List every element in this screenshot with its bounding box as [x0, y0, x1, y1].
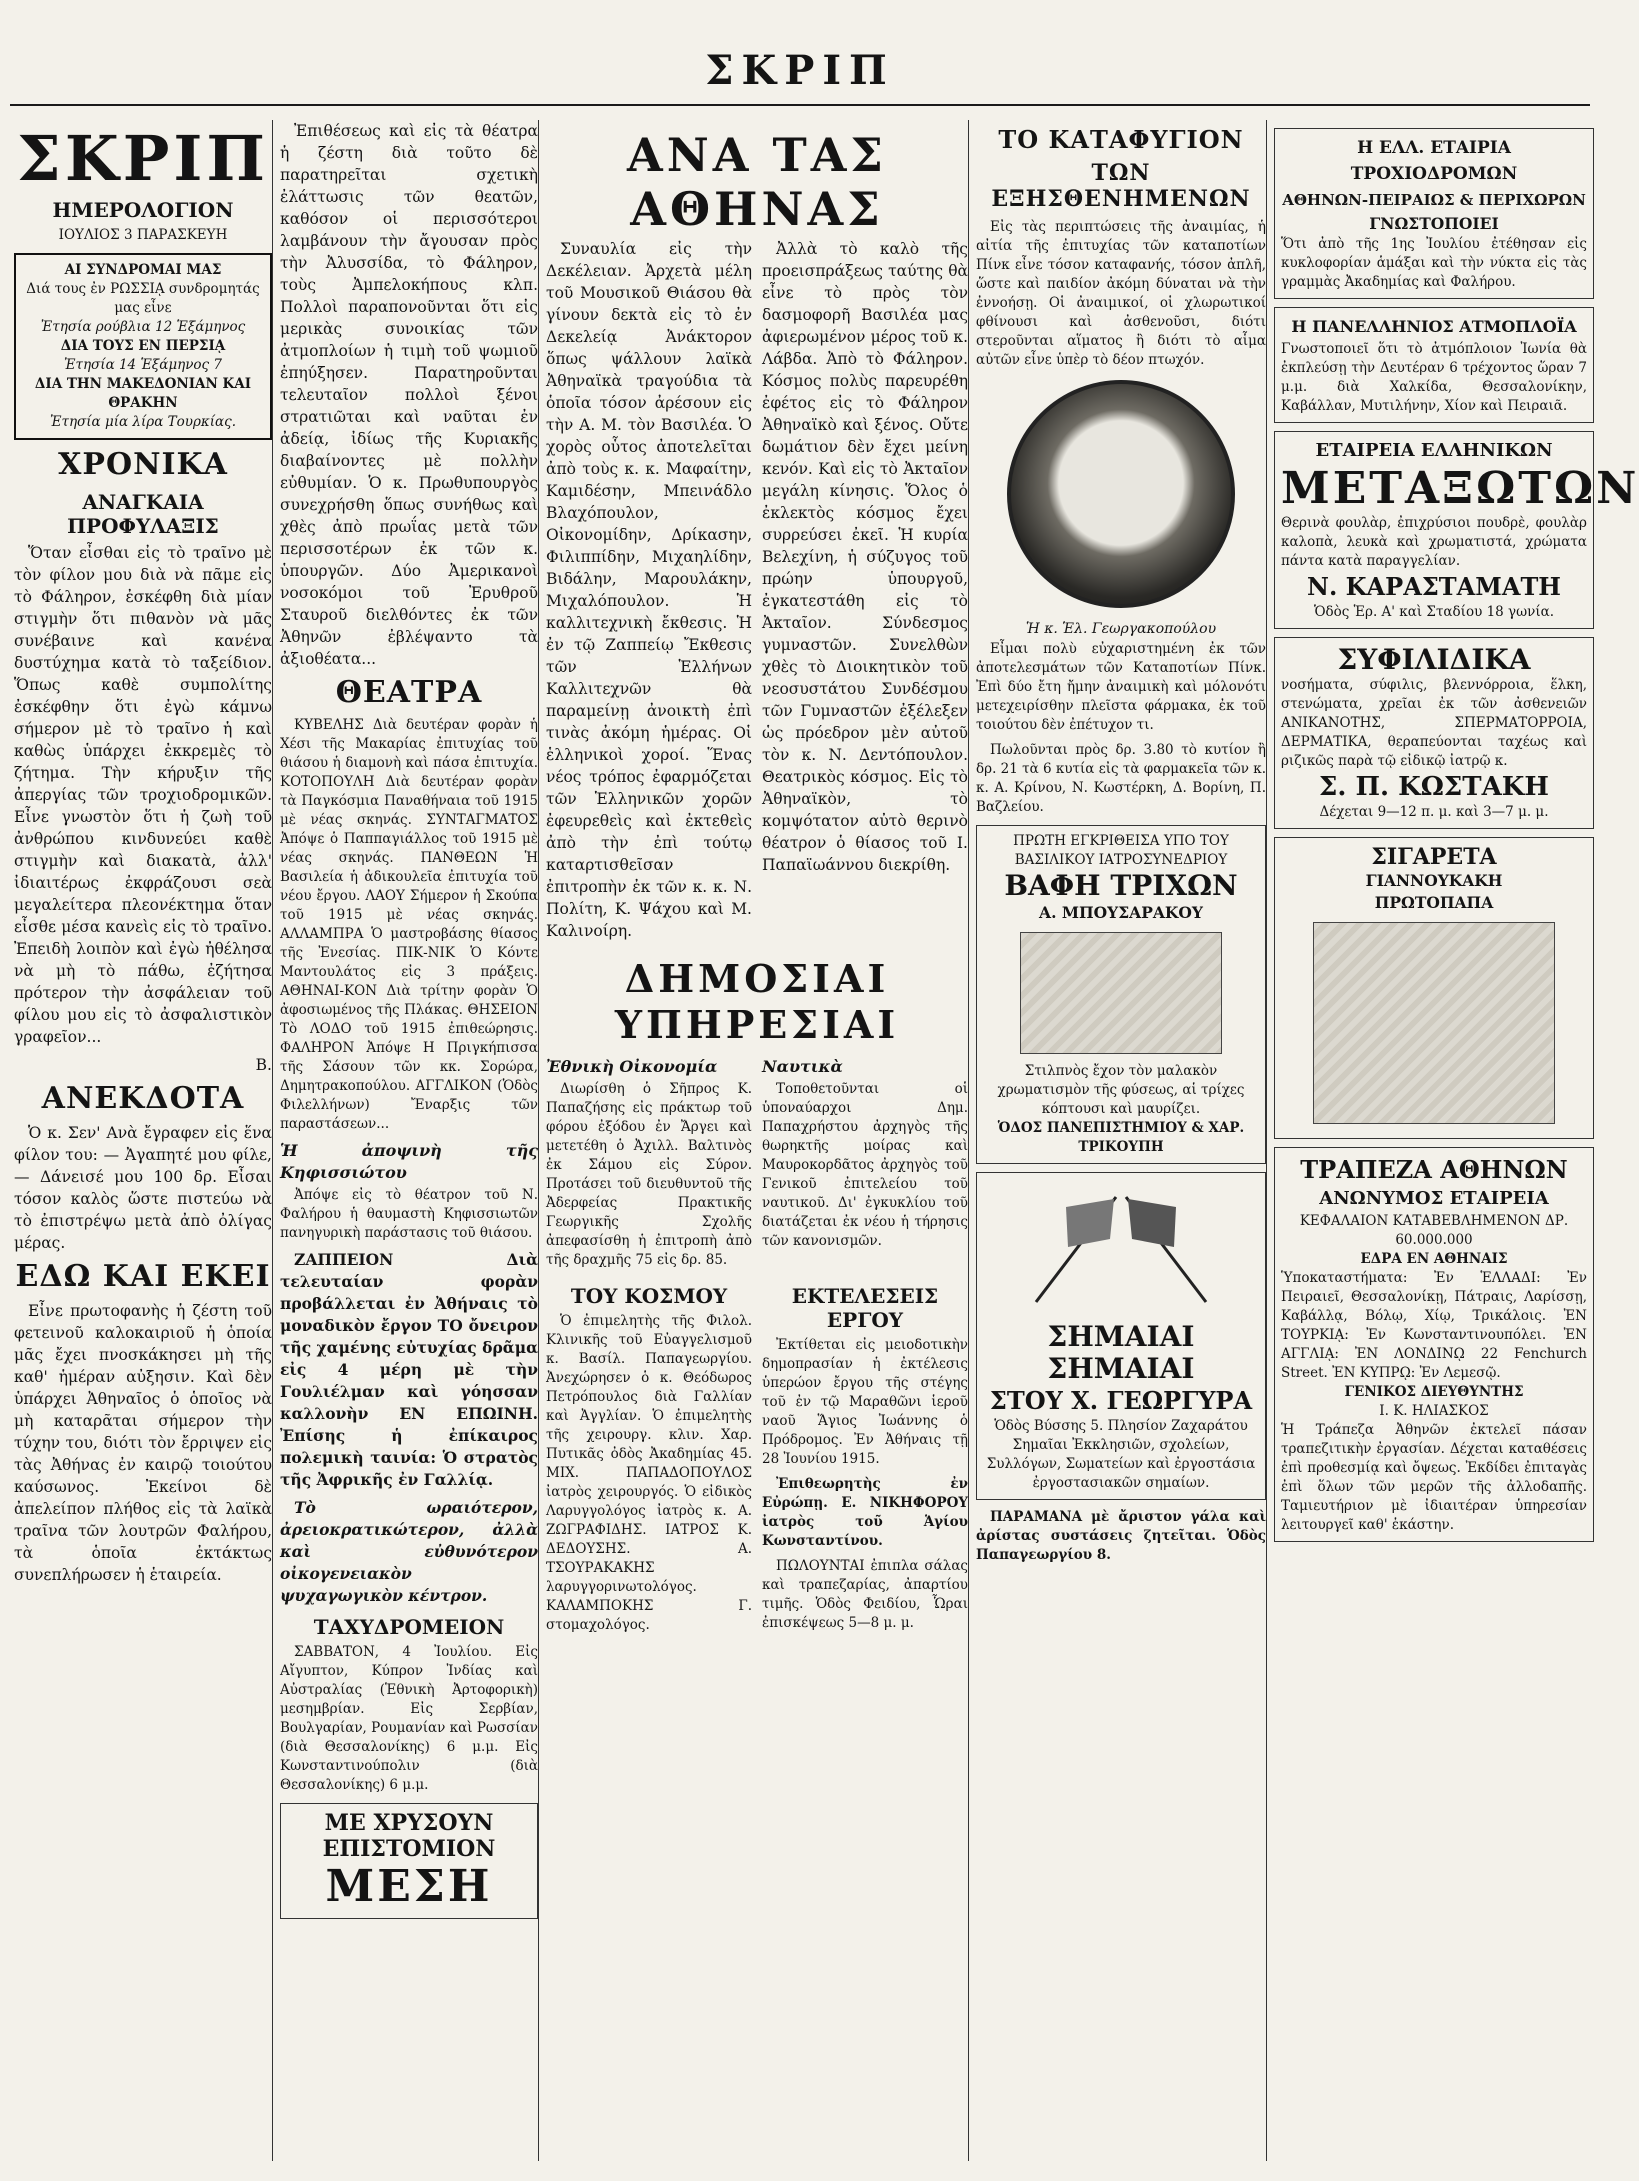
bottom-ad	[280, 1803, 538, 1919]
bank-branches: Ὑποκαταστήματα: Ἐν ἙΛΛΑΔΙ: Ἐν Πειραιεῖ, Θεσσαλονίκῃ, Πάτραις, Λαρίσσῃ, Καβάλλᾳ, Βόλῳ, Χίῳ, Τρικάλοις. ἘΝ ΤΟΥΡΚΙᾼ: Ἐν Κωνσταντινουπόλει. ἘΝ ΑΓΓΛΙᾼ: ἘΝ ΛΟΝΔΙΝῼ 22 Fenchurch Street. ἘΝ ΚΥΠΡῼ: Ἐν Λεμεσῷ.	[1281, 1270, 1587, 1381]
cigarette-ad	[1274, 837, 1594, 1139]
bank-director-label: ΓΕΝΙΚΟΣ ΔΙΕΥΘΥΝΤΗΣ	[1344, 1384, 1524, 1400]
testimony-text: Εἶμαι πολὺ εὐχαριστημένη ἐκ τῶν ἀποτελεσμάτων τῶν Καταποτίων Πίνκ. Ἐπὶ δύο ἔτη ἤμην ἀναιμικὴ καὶ μόλονότι μετεχειρίσθην πλεῖστα φάρμακα, ἐκ τοῦ τοιούτου δὲν ἐπέτυχον τι.	[976, 641, 1266, 733]
subs-macedonia-price: Ἐτησία μία λίρα Τουρκίας.	[49, 414, 237, 430]
cigarette-brand: ΓΙΑΝΝΟΥΚΑΚΗ	[1365, 871, 1503, 890]
subs-persia-price: Ἐτησία 14 Ἑξάμηνος 7	[63, 357, 222, 373]
column-3	[542, 120, 972, 2161]
flags-illustration	[1006, 1187, 1236, 1307]
subs-russia-price: Ἐτησία ρούβλια 12 Ἑξάμηνος	[40, 319, 246, 335]
hair-dye-illustration	[1020, 932, 1222, 1054]
silk-preface: ΕΤΑΙΡΕΙΑ ΕΛΛΗΝΙΚΩΝ	[1315, 440, 1553, 461]
tachydromeion-heading: ΤΑΧΥΔΡΟΜΕΙΟΝ	[313, 1615, 505, 1639]
bank-capital: ΚΕΦΑΛΑΙΟΝ ΚΑΤΑΒΕΒΛΗΜΕΝΟΝ ΔΡ. 60.000.000	[1299, 1213, 1569, 1248]
column-2	[276, 120, 542, 2161]
zappeion-ad: ΖΑΠΠΕΙΟΝ Διὰ τελευταίαν φορὰν προβάλλεται ἐν Ἀθήναις τὸ μοναδικὸν ἔργον ΤΟ ὄνειρον τῆς χαμένης εὐτυχίας δρᾶμα εἰς 4 μέρη μὲ τὴν Γουλιέλμαν καὶ γόησσαν καλλονὴν ΕΝ ΕΠΩΙΝΗ. Ἐπίσης ἡ ἐπίκαιρος πολεμικὴ ταινία: Ὁ στρατὸς τῆς Ἀφρικῆς ἐν Γαλλίᾳ.	[280, 1250, 538, 1489]
chronika-subheading: ΑΝΑΓΚΑΙΑ ΠΡΟΦΥΛΑΞΙΣ	[67, 490, 219, 538]
shipping-text: Γνωστοποιεῖ ὅτι τὸ ἀτμόπλοιον Ἰωνία θὰ ἐκπλεύσῃ τὴν Δευτέραν 6 τρέχοντος ὥραν 7 μ.μ. διὰ Χαλκίδα, Θεσσαλονίκην, Καβάλλαν, Μυτιλήνην, Χίον καὶ Πειραιᾶ.	[1281, 341, 1587, 414]
works-section	[762, 1276, 968, 1641]
khrysos-heading: Ἡ ἀποψινὴ τῆς Κηφισσιώτου	[280, 1141, 538, 1182]
flags-title: ΣΗΜΑΙΑΙ ΣΗΜΑΙΑΙ	[1047, 1320, 1195, 1385]
theatra-text: ΚΥΒΕΛΗΣ Διὰ δευτέραν φορὰν ἡ Χέσι τῆς Μακαρίας ἐπιτυχίας τοῦ θιάσου ἡ διαμονὴ καὶ πάσα ἐπιτυχία. ΚΟΤΟΠΟΥΛΗ Διὰ δευτέραν φορὰν τὰ Παγκόσμια Παναθήναια τοῦ 1915 μὲ νέας σκηνάς. ΣΥΝΤΑΓΜΑΤΟΣ Ἀπόψε ὁ Παππαγιάλλος τοῦ 1915 μὲ νέας σκηνάς. ΠΑΝΘΕΩΝ Ἡ Βασιλεία ἡ ἀδικουλεῖα ἐπιτυχία τοῦ νέου ἔργου. ΛΑΟΥ Σήμερον ἡ Σκούπα τοῦ 1915 μὲ νέας σκηνάς. ΑΛΛΑΜΠΡΑ Ὁ μαστροβάσης θίασος τῆς Ἐνεσίας. ΠΙΚ-ΝΙΚ Ὁ Κόντε Μαντουλάτος εἰς 3 πράξεις. ΑΘΗΝΑΙ-ΚΟΝ Διὰ τρίτην φορὰν Ὁ ἀφοσιωμένος τῆς Πλάκας. ΘΗΣΕΙΟΝ Τὸ ΛΟΔΟ τοῦ 1915 ἐπιθεώρησις. ΦΑΛΗΡΟΝ Ἀπόψε Η Πριγκήπισσα τῆς Σάσουν τῶν κκ. Σορώρα, Δημητρακοπούλου. ΑΓΓΛΙΚΟΝ (Ὁδὸς Φιλελλήνων) Ἔναρξις τῶν παραστάσεων...	[280, 717, 538, 1132]
doctor-ad: Ἐπιθεωρητὴς ἐν Εὐρώπῃ. Ε. ΝΙΚΗΦΟΡΟΥ ἰατρὸς τοῦ Ἁγίου Κωνσταντίνου.	[762, 1476, 968, 1549]
chronika-heading: ΧΡΟΝΙΚΑ	[58, 447, 228, 482]
bank-director-name: Ι. Κ. ΗΛΙΑΣΚΟΣ	[1379, 1403, 1489, 1419]
subs-russia: Διά τους ἐν ΡΩΣΣΙᾼ συνδρομητάς μας εἶνε	[26, 281, 260, 316]
society-heading: ΤΟΥ ΚΟΣΜΟΥ	[570, 1284, 728, 1308]
price-text: Πωλοῦνται πρὸς δρ. 3.80 τὸ κυτίον ἢ δρ. 21 τὰ 6 κυτία εἰς τὰ φαρμακεῖα τῶν κ. κ. Α. Κρίνου, Ν. Κωστέρκη, Δ. Βορίνη, Π. Βαζλείου.	[976, 742, 1266, 815]
society-section	[546, 1276, 752, 1641]
hair-dye-preface: ΠΡΩΤΗ ΕΓΚΡΙΘΕΙΣΑ ΥΠΟ ΤΟΥ ΒΑΣΙΛΙΚΟΥ ΙΑΤΡΟΣΥΝΕΔΡΙΟΥ	[1013, 833, 1229, 868]
silk-name: Ν. ΚΑΡΑΣΤΑΜΑΤΗ	[1307, 572, 1561, 601]
paper-name: ΣΚΡΙΠ	[17, 122, 269, 195]
subscriptions-box	[14, 253, 272, 440]
portrait-caption: Ἡ κ. Ἑλ. Γεωργακοπούλου	[1025, 621, 1217, 637]
khrysos-text: Ἀπόψε εἰς τὸ θέατρον τοῦ Ν. Φαλήρου ἡ θαυμαστὴ Κηφισσιωτῶν πανηγυρικὴ παράστασις τοῦ θιάσου.	[280, 1187, 538, 1241]
navy-text: Τοποθετοῦνται οἱ ὑποναύαρχοι Δημ. Παπαχρήστου ἀρχηγὸς τῆς θωρηκτῆς μοίρας καὶ Μαυροκορδᾶτος ἀρχηγὸς τοῦ Γενικοῦ ἐπιτελείου τοῦ ναυτικοῦ. Δι' ἐγκυκλίου τοῦ διατάζεται ἐκ νέου ἡ τήρησις τῶν κανονισμῶν.	[762, 1081, 968, 1249]
chronika-signature: Β.	[255, 1056, 272, 1074]
bank-notes: Ἡ Τράπεζα Ἀθηνῶν ἐκτελεῖ πάσαν τραπεζιτικὴν ἐργασίαν. Δέχεται καταθέσεις ἐπὶ προθεσμίᾳ καὶ ὄψεως. Ἐκδίδει ἐπιταγὰς ἐπὶ ὅλων τῶν μερῶν τῆς ἀλλοδαπῆς. Ταμιευτήριον μὲ ἰδιαιτέραν ὑπηρεσίαν λειτουργεῖ καθ' ἑκάστην.	[1281, 1422, 1587, 1533]
tram-notice: ΓΝΩΣΤΟΠΟΙΕΙ	[1369, 214, 1499, 233]
works-heading: ΕΚΤΕΛΕΣΕΙΣ ΕΡΓΟΥ	[791, 1284, 939, 1332]
news-text: Ἐπιθέσεως καὶ εἰς τὰ θέατρα ἡ ζέστη διὰ τοῦτο δὲ παρατηρεῖται σχετικὴ ἐλάττωσις τῶν θεατῶν, καθόσον οἱ περισσότεροι λαμβάνουν τὴν ἄγουσαν πρὸς τὴν Ἀλυσσίδα, τὸ Φάληρον, τοὺς Ἀμπελοκήπους κλπ. Πολλοὶ παραπονοῦνται ὅτι εἰς μερικὰς συνοικίας τῶν ἀτμοπλοίων ἡ τιμὴ τοῦ ψωμιοῦ ἐπηύξησεν. Παρατηροῦνται τελευταῖον πολλοὶ ξένοι στρατιῶται καὶ ναῦται ἐν ἀδείᾳ, ἰδίως τῆς Κυριακῆς διαβαίνοντες μὲ πολλὴν εὐθυμίαν. Ὁ κ. Πρωθυπουργὸς συνεχρήσθη ὅπως συνήθως καὶ χθὲς ἀπὸ πρωΐας μετὰ τῶν περισσοτέρων ἐκ τῶν κ. ὑπουργῶν. Δύο Ἀμερικανοὶ νοσοκόμοι τοῦ Ἐρυθροῦ Σταυροῦ διελθόντες ἐκ τῶν Ἀθηνῶν ἐβλέψαντο τὰ ἀξιοθέατα...	[280, 122, 538, 668]
public-services	[546, 1050, 968, 1276]
tachydromeion-text: ΣΑΒΒΑΤΟΝ, 4 Ἰουλίου. Εἰς Αἴγυπτον, Κύπρον Ἰνδίας καὶ Αὐστραλίας (Ἑθνικὴ Ἀρτοφορικὴ) μεσημβρίαν. Εἰς Σερβίαν, Βουλγαρίαν, Ρουμανίαν καὶ Ρωσσίαν (διὰ Θεσσαλονίκης) 6 μ.μ. Εἰς Κωνσταντινούπολιν (διὰ Θεσσαλονίκης) 6 μ.μ.	[280, 1644, 538, 1793]
subscriptions-title: ΑΙ ΣΥΝΔΡΟΜΑΙ ΜΑΣ	[64, 262, 222, 278]
edo-ekei-text: Εἶνε πρωτοφανὴς ἡ ζέστη τοῦ φετεινοῦ καλοκαιριοῦ ἡ ὁποία μᾶς ἔχει πνοσκάκησει μὴ τῆς καθ' ἡμέραν αὐξησιν. Καὶ δὲν ὑπάρχει Ἀθηναῖος ὁ ὁποῖος νὰ μὴ καταρᾶται σήμερον τὴν τύχην του, διότι τὸν ἔρριψεν εἰς τὰς Ἀθήνας ἐν καιρῷ τοιούτου καύσωνος. Ἐκείνοι δὲ ἀπελείπον πλήθος εἰς τὰ λαϊκὰ τραῖνα τῶν λουτρῶν Φαλήρου, τὰ ὁποῖα ἐκτάκτως συνεπλήρωσεν ἡ ἑταιρεία.	[14, 1302, 272, 1584]
silk-address: Ὁδὸς Ἑρ. Α' καὶ Σταδίου 18 γωνία.	[1313, 604, 1555, 620]
column-4	[972, 120, 1270, 2161]
refuge-intro: Εἰς τὰς περιπτώσεις τῆς ἀναιμίας, ἡ αἰτία τῆς ἐπιτυχίας τῶν καταποτίων Πίνκ εἶνε τόσον καταφανής, τόσον ἀπλῆ, ὥστε καὶ παιδίον ἀκόμη δύναται νὰ τὴν ἐννοήσῃ. Οἱ ἀναιμικοί, οἱ χλωρωτικοί φθίνουσι καὶ ἀσθενοῦσι, διότι στεροῦνται αἵματος ἢ διότι τὸ αἷμα αὐτῶν εἶνε ὑπὲρ τὸ δέον πτωχόν.	[976, 219, 1266, 368]
tram-title: Η ΕΛΛ. ΕΤΑΙΡΙΑ ΤΡΟΧΙΟΔΡΟΜΩΝ	[1350, 138, 1518, 184]
hair-dye-ad	[976, 825, 1266, 1164]
edo-ekei-heading: ΕΔΩ ΚΑΙ ΕΚΕΙ	[15, 1259, 271, 1294]
flags-text: Ὁδὸς Βύσσης 5. Πλησίον Ζαχαράτου Σημαῖαι Ἐκκλησιῶν, σχολείων, Συλλόγων, Σωματείων καὶ ἐργοστάσια ἐργοστασιακῶν σημαίων.	[986, 1418, 1256, 1491]
medical-text: νοσήματα, σύφιλις, βλεννόρροια, ἕλκη, στενώματα, χρεῖαι ἐκ τῶν ἀσθενειῶν ΑΝΙΚΑΝΟΤΗΣ, ΣΠΕΡΜΑΤΟΡΡΟΙΑ, ΔΕΡΜΑΤΙΚΑ, θεραπεύονται ταχέως καὶ ριζικῶς παρὰ τῷ εἰδικῷ ἰατρῷ κ.	[1281, 677, 1587, 769]
refuge-title: ΤΟ ΚΑΤΑΦΥΓΙΟΝ	[998, 125, 1244, 154]
athens-right-text: Ἀλλὰ τὸ καλὸ τῆς προεισπράξεως ταύτης θὰ εἶνε τὸ πρὸς τὸν δασμοφορῆ Βασιλέα μας ἀφιερωμένον μέρος τοῦ κ. Λάβδα. Ἀπὸ τὸ Φάληρον. Κόσμος πολὺς παρευρέθη ἐφέτος εἰς τὸ Φάληρον Ἀθηναϊκὸ καὶ ξένος. Οὔτε δωμάτιον δὲν ἔχει μείνη κενόν. Καὶ εἰς τὸ Ἀκταῖον μεγάλη κίνησις. Ὅλος ὁ ἐκλεκτὸς κόσμος ἔχει συρρεύσει ἐκεῖ. Ἡ κυρία Βελεχίνη, ἡ σύζυγος τοῦ πρώην ὑπουργοῦ, ἐγκατεστάθη εἰς τὸ Ἀκταῖον. Σύνδεσμος γυμναστῶν. Συνελθὼν χθὲς τὸ Διοικητικὸν τοῦ νεοσυστάτου Συνδέσμου τῶν Γυμναστῶν ἐξέλεξεν ὡς πρόεδρον μὲν αὐτοῦ τὸν κ. Ν. Δεντόπουλον. Θεατρικὸς κόσμος. Εἰς τὸ Ἀθηναϊκὸν, τὸ κομψότατον αὐτὸ θερινὸ θέατρον ὁ θίασος τοῦ Ι. Παπαϊωάννου διεκρίθη.	[762, 240, 968, 874]
cigarette-title: ΣΙΓΑΡΕΤΑ	[1371, 844, 1497, 870]
hair-dye-text: Στιλπνὸς ἔχον τὸν μαλακὸν χρωματισμὸν τῆς φύσεως, αἱ τρίχες κόπτουσι καὶ μαυρίζει.	[997, 1063, 1245, 1117]
silk-text: Θερινὰ φουλὰρ, ἐπιχρύσιοι πουδρὲ, φουλὰρ καλοπὰ, λευκὰ καὶ χρωματιστά, χρώματα πάντα κατὰ παραγγελίαν.	[1281, 515, 1587, 569]
subs-persia: ΔΙΑ ΤΟΥΣ ΕΝ ΠΕΡΣΙᾼ	[60, 338, 226, 354]
tram-text: Ὅτι ἀπὸ τῆς 1ης Ἰουλίου ἐτέθησαν εἰς κυκλοφορίαν ἁμάξαι καὶ τὴν νύκτα εἰς τὰς γραμμὰς Ἀκαδημίας καὶ Φαλήρου.	[1281, 236, 1587, 290]
sale-ad: ΠΩΛΟΥΝΤΑΙ ἐπιπλα σάλας καὶ τραπεζαρίας, ἀπαρτίου τιμῆς. Ὁδὸς Φειδίου, Ὧραι ἐπισκέψεως 5—8 μ. μ.	[762, 1558, 968, 1631]
medical-ad	[1274, 637, 1594, 829]
portrait-image	[1007, 380, 1235, 608]
anekdota-heading: ΑΝΕΚΔΟΤΑ	[41, 1081, 245, 1116]
cigarette-illustration	[1313, 922, 1555, 1124]
shipping-ad	[1274, 307, 1594, 423]
medical-title: ΣΥΦΙΛΙΔΙΚΑ	[1337, 643, 1531, 676]
hair-dye-name: Α. ΜΠΟΥΣΑΡΑΚΟΥ	[1039, 903, 1203, 922]
navy-section	[762, 1050, 968, 1276]
navy-heading: Ναυτικὰ	[762, 1057, 843, 1076]
medical-doctor: Σ. Π. ΚΩΣΤΑΚΗ	[1319, 772, 1549, 802]
works-text: Ἐκτίθεται εἰς μειοδοτικὴν δημοπρασίαν ἡ ἐκτέλεσις ὑπερώον ἔργου τῆς στέγης τοῦ ἐν τῷ Μαραθῶνι ἱεροῦ ναοῦ Ἅγιος Ἰωάννης ὁ Πρόδρομος. Ἐν Ἀθήναις τῇ 28 Ἰουνίου 1915.	[762, 1337, 968, 1467]
shipping-title: Η ΠΑΝΕΛΛΗΝΙΟΣ ΑΤΜΟΠΛΟΪΑ	[1291, 317, 1577, 336]
bank-seat: ΕΔΡΑ ΕΝ ΑΘΗΝΑΙΣ	[1360, 1251, 1508, 1267]
tram-ad	[1274, 128, 1594, 299]
hair-dye-address: ὉΔΟΣ ΠΑΝΕΠΙΣΤΗΜΙΟΥ & ΧΑΡ. ΤΡΙΚΟΥΠΗ	[997, 1120, 1245, 1155]
refuge-subtitle: ΤΩΝ ΕΞΗΣΘΕΝΗΜΕΝΩΝ	[991, 160, 1251, 212]
column-1	[10, 120, 276, 2161]
subs-macedonia: ΔΙΑ ΤΗΝ ΜΑΚΕΔΟΝΙΑΝ ΚΑΙ ΘΡΑΚΗΝ	[34, 376, 252, 411]
masthead-title: ΣΚΡΙΠ	[705, 46, 895, 94]
nanny-ad: ΠΑΡΑΜΑΝΑ μὲ ἄριστον γάλα καὶ ἀρίστας συστάσεις ζητεῖται. Ὁδὸς Παπαγεωργίου 8.	[976, 1509, 1266, 1563]
society-text: Ὁ ἐπιμελητὴς τῆς Φιλολ. Κλινικῆς τοῦ Εὐαγγελισμοῦ κ. Βασίλ. Παπαγεωργίου. Ἀνεχώρησεν ὁ κ. Θεόδωρος Πετρόπουλος διὰ Γαλλίαν καὶ Ἀγγλίαν. Ὁ ἐπιμελητὴς τῆς χειρουργ. κλιν. Χαρ. Πυτικᾶς ὀδὸς Ἀκαδημίας 45. ΜΙΧ. ΠΑΠΑΔΟΠΟΥΛΟΣ ἰατρὸς χειρουργός. Ὁ εἰδικὸς Λαρυγγολόγος ἰατρὸς κ. Α. ΖΩΓΡΑΦΙΔΗΣ. ΙΑΤΡΟΣ Κ. ΔΕΔΟΥΣΗΣ. Α. ΤΣΟΥΡΑΚΑΚΗΣ λαρυγγορινωτολόγος. ΚΑΛΑΜΠΟΚΗΣ Γ. στομαχολόγος.	[546, 1313, 752, 1633]
tram-subtitle: ΑΘΗΝΩΝ-ΠΕΙΡΑΙΩΣ & ΠΕΡΙΧΩΡΩΝ	[1282, 191, 1586, 209]
zappeion-ad-2: Τὸ ωραιότερον, ἀρειοκρατικώτερον, ἀλλὰ καὶ εὐθυνότερον οἰκογενειακὸν ψυχαγωγικὸν κέντρον.	[280, 1498, 538, 1605]
bank-ad	[1274, 1147, 1594, 1542]
athens-columns	[546, 238, 968, 948]
bottom-ad-big: ΜΕΣΗ	[325, 1861, 493, 1912]
bank-subtitle: ΑΝΩΝΥΜΟΣ ΕΤΑΙΡΕΙΑ	[1319, 1188, 1549, 1209]
calendar-heading: ΗΜΕΡΟΛΟΓΙΟΝ	[52, 198, 234, 222]
masthead-rule	[10, 104, 1590, 106]
masthead	[0, 40, 1600, 100]
chronika-text: Ὅταν εἶσθαι εἰς τὸ τραῖνο μὲ τὸν φίλον μου διὰ νὰ πᾶμε εἰς τὸ Φάληρον, ἐσκέφθη διὰ μίαν στιγμὴν ὅτι πιθανὸν νὰ μᾶς συνέβαινε καὶ κανένα δυστύχημα κατὰ τὸ ταξείδιον. Ὅπως καθὲ συμπολίτης ἐσκέφθην ὅτι ἐγὼ κάμνω σήμερον μὲ τὸ τραῖνο ἡ καὶ καθὼς ὑπάρχει ἐκκρεμὲς τὸ ζήτημα. Τὴν κήρυξιν τῆς ἀπεργίας τῶν τροχιοδρομικῶν. Εἶνε γνωστὸν ὅτι ἡ ζωὴ τοῦ ἀνθρώπου κινδυνεύει καθὲ στιγμὴν καὶ διακατὰ, ἀλλ' ἰδιαιτέρως ἐκφράζουσι σεὰ μεγαλείτερα πλεονέκτημα ὅταν εἶσθε μέσα κανεὶς εἰς τὸ τραῖνο. Ἐπειδὴ λοιπὸν καὶ ἐγὼ ἠθέλησα νὰ μὴ τὸ πάθω, ἐζήτησα πρότερον τὴν ἀσφάλειαν τοῦ φίλου μου εἰς τὸ ἀσφαλιστικὸν γραφεῖον...	[14, 544, 272, 1046]
economy-section	[546, 1050, 752, 1276]
medical-hours: Δέχεται 9—12 π. μ. καὶ 3—7 μ. μ.	[1319, 804, 1549, 820]
date-line: ΙΟΥΛΙΟΣ 3 ΠΑΡΑΣΚΕΥΗ	[58, 227, 228, 243]
bank-title: ΤΡΑΠΕΖΑ ΑΘΗΝΩΝ	[1300, 1155, 1568, 1184]
flags-ad	[976, 1172, 1266, 1500]
athens-headline: ΑΝΑ ΤΑΣ ΑΘΗΝΑΣ	[627, 128, 887, 236]
economy-text: Διωρίσθη ὁ Σῆπρος Κ. Παπαζήσης εἰς πράκτωρ τοῦ φόρου ἐξόδου ἐν Ἄργει καὶ μετετέθη ὁ Ἀχιλλ. Βαλτινὸς ἐκ Σάμου εἰς Σύρον. Προτάσει τοῦ διευθυντοῦ τῆς Ἀδερφείας Πρακτικῆς Γεωργικῆς Σχολῆς ἀπεφασίσθη ἡ ἐπιτροπὴ ἀπὸ τῆς δραχμῆς 75 εἰς δρ. 85.	[546, 1081, 752, 1268]
lower-columns	[546, 1276, 968, 1641]
column-5	[1270, 120, 1639, 2161]
silk-title: ΜΕΤΑΞΩΤΩΝ	[1281, 463, 1639, 514]
bottom-ad-text: ΜΕ ΧΡΥΣΟΥΝ ΕΠΙΣΤΟΜΙΟΝ	[322, 1810, 496, 1862]
anekdota-text: Ὁ κ. Σεν' Ανὰ ἔγραφεν εἰς ἕνα φίλον του: — Ἀγαπητέ μου φίλε, — Δάνεισέ μου 100 δρ. Εἶσαι τόσον καλὸς ὥστε πιστεύω νὰ τὸ ἐπιστρέψω μετὰ ἀπὸ ὀλίγας μέρας.	[14, 1124, 272, 1252]
economy-heading: Ἐθνικὴ Οἰκονομία	[546, 1057, 718, 1076]
hair-dye-title: ΒΑΦΗ ΤΡΙΧΩΝ	[1004, 869, 1238, 902]
flags-shop: ΣΤΟΥ Χ. ΓΕΩΡΓΥΡΑ	[989, 1386, 1253, 1415]
athens-left-text: Συναυλία εἰς τὴν Δεκέλειαν. Ἀρχετὰ μέλη τοῦ Μουσικοῦ Θιάσου θὰ γίνουν δεκτὰ εἰς τὸ ἐν Δεκελείᾳ Ἀνάκτορον ὅπως ψάλλουν λαϊκὰ Ἀθηναϊκὰ τραγούδια τὰ ὁποῖα τόσον ἀρέσουν εἰς τὴν Α. Μ. τὸν Βασιλέα. Ὁ χορὸς οὗτος ἀποτελεῖται ἀπὸ τοὺς κ. κ. Μαφαίτην, Καμιδέσην, Μπεινάδλο Βλαχόπουλον, Οἰκονομίδην, Δρίκασην, Φιλιππίδην, Μιχαηλίδην, Βιδάλην, Μαρουλάκην, Μιχαλόπουλον. Ἡ καλλιτεχνικὴ ἔκθεσις. Ἡ ἐν τῷ Ζαππείῳ Ἔκθεσις τῶν Ἑλλήνων Καλλιτεχνῶν θὰ παραμείνῃ ἀνοικτὴ ἐπὶ τινὰς ἀκόμη ἡμέρας. Οἱ ἑλληνικοὶ χοροί. Ἕνας νέος τρόπος ἐφαρμόζεται τῶν Ἑλληνικῶν χορῶν ἐφευρεθεὶς καὶ ἐκτεθεὶς ἀπὸ τὴν ἐπὶ τούτῳ καταρτισθεῖσαν ἐπιτροπὴν ἐκ τῶν κ. κ. Ν. Πολίτη, Κ. Ψάχου καὶ Μ. Καλινοίρη.	[546, 240, 752, 940]
public-services-headline: ΔΗΜΟΣΙΑΙ ΥΠΗΡΕΣΙΑΙ	[614, 956, 900, 1047]
silk-ad	[1274, 431, 1639, 629]
cigarette-tagline: ΠΡΩΤΟΠΑΠΑ	[1374, 893, 1494, 912]
theatra-heading: ΘΕΑΤΡΑ	[335, 675, 483, 710]
